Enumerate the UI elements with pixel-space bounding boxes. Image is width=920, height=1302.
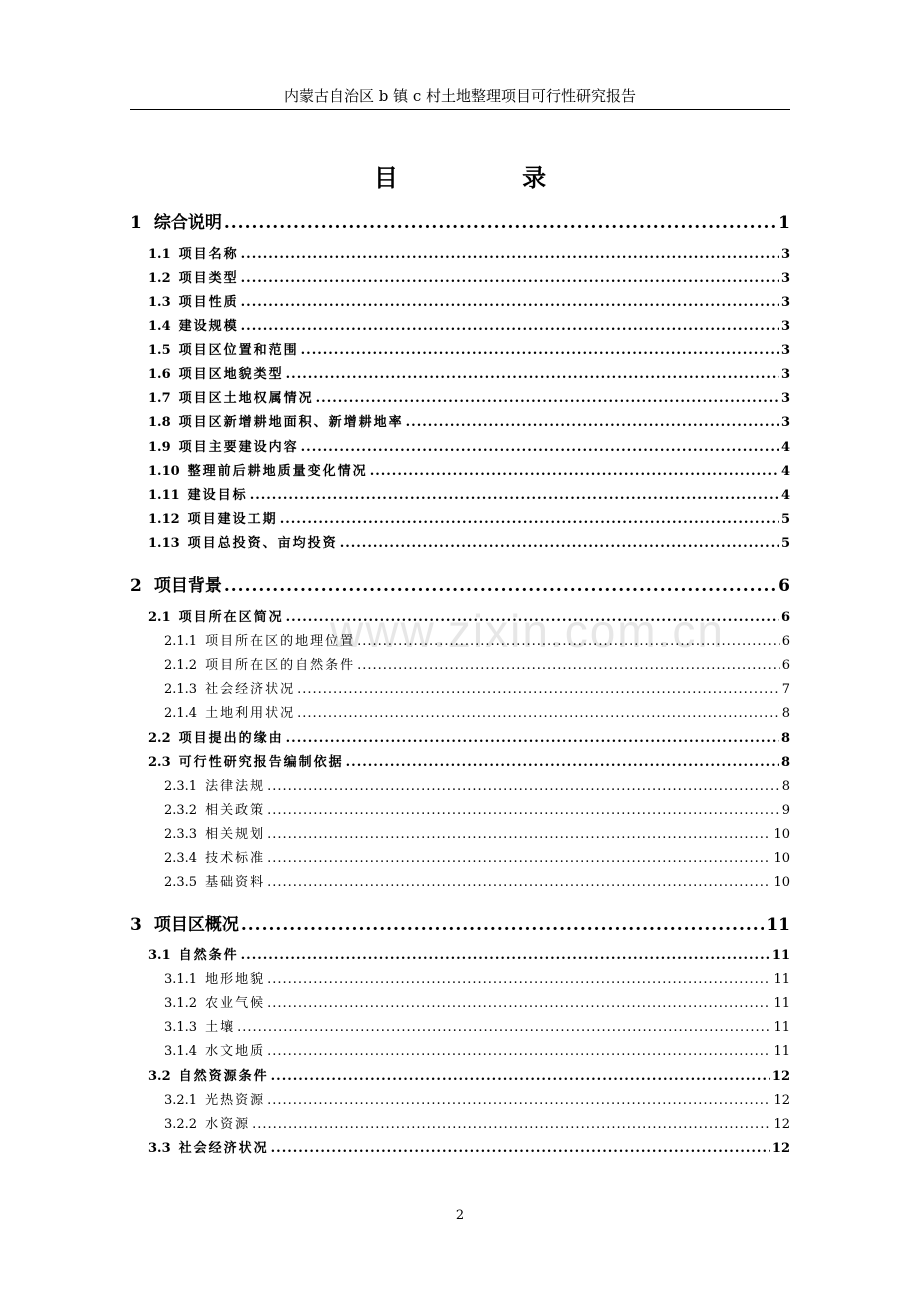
toc-entry-page: 11 [773,972,790,987]
toc-leader-dots [370,464,779,479]
toc-entry-label: 项目总投资、亩均投资 [187,536,338,551]
toc-entry[interactable] [148,508,790,527]
toc-entry-label: 项目主要建设内容 [178,440,299,455]
toc-leader-dots [250,488,779,503]
toc-entry-page: 8 [781,706,790,721]
toc-entry-page: 3 [780,319,790,334]
toc-entry-number: 2.3.5 [164,875,198,890]
toc-entry[interactable] [164,702,790,721]
toc-entry-page: 6 [778,576,790,596]
toc-entry-number: 3.1.3 [164,1020,198,1035]
toc-entry[interactable] [148,363,790,382]
toc-entry-label: 项目性质 [178,295,239,310]
toc-leader-dots [267,996,771,1011]
toc-entry-page: 11 [771,948,790,963]
toc-entry-number: 2.3.4 [164,851,198,866]
toc-entry-number: 1.2 [148,271,171,286]
toc-entry-label: 建设目标 [187,488,248,503]
toc-entry-number: 1.9 [148,440,171,455]
toc-entry-label: 相关政策 [205,803,266,818]
toc-entry-label: 项目区地貌类型 [178,367,284,382]
toc-entry-page: 3 [780,391,790,406]
toc-entry-label: 项目提出的缘由 [178,731,284,746]
toc-entry-number: 1.8 [148,415,171,430]
toc-entry-label: 法律法规 [205,779,266,794]
toc-entry-label: 水资源 [205,1117,251,1132]
toc-entry-label: 地形地貌 [205,972,266,987]
toc-entry[interactable] [148,315,790,334]
toc-entry-label: 项目名称 [178,247,239,262]
toc-entry[interactable] [164,847,790,866]
toc-leader-dots [252,1117,771,1132]
toc-entry-number: 2.1.2 [164,658,198,673]
toc-entry-page: 3 [780,343,790,358]
toc-entry-page: 3 [780,295,790,310]
toc-entry[interactable] [148,1065,790,1084]
toc-entry-label: 基础资料 [205,875,266,890]
toc-leader-dots [271,1069,770,1084]
toc-entry-label: 水文地质 [205,1044,266,1059]
toc-entry-number: 1.5 [148,343,171,358]
toc-entry-page: 11 [773,1020,790,1035]
toc-entry-label: 整理前后耕地质量变化情况 [187,464,368,479]
toc-leader-dots [224,576,776,596]
toc-entry[interactable] [148,267,790,286]
toc-leader-dots [267,1044,771,1059]
toc-entry[interactable] [148,484,790,503]
toc-entry-page: 12 [771,1141,790,1156]
toc-entry-label: 项目类型 [178,271,239,286]
toc-leader-dots [357,634,780,649]
toc-entry-page: 4 [780,440,790,455]
toc-entry-page: 4 [780,488,790,503]
toc-leader-dots [267,1093,771,1108]
toc-entry-page: 3 [780,271,790,286]
toc-entry[interactable] [148,727,790,746]
toc-entry-page: 9 [781,803,790,818]
toc-entry-number: 2.1.4 [164,706,198,721]
toc-entry-number: 3.2 [148,1069,171,1084]
toc-entry-page: 10 [773,851,790,866]
toc-leader-dots [267,779,780,794]
toc-leader-dots [280,512,779,527]
toc-entry-label: 社会经济状况 [178,1141,269,1156]
toc-leader-dots [241,271,779,286]
toc-entry-page: 3 [780,247,790,262]
toc-entry[interactable] [164,775,790,794]
toc-entry-page: 12 [773,1093,790,1108]
toc-entry[interactable] [164,1089,790,1108]
toc-entry-number: 1.1 [148,247,171,262]
toc-entry[interactable] [148,291,790,310]
toc-entry[interactable] [148,387,790,406]
toc-entry-label: 光热资源 [205,1093,266,1108]
toc-entry-page: 5 [780,512,790,527]
toc-leader-dots [241,948,770,963]
toc-title: 目 录 [373,163,605,192]
toc-leader-dots [301,440,779,455]
toc-entry-label: 土壤 [205,1020,236,1035]
toc-leader-dots [340,536,779,551]
toc-entry-label: 可行性研究报告编制依据 [178,755,344,770]
toc-entry-number: 1.4 [148,319,171,334]
toc-leader-dots [271,1141,770,1156]
toc-entry-number: 1 [130,213,142,233]
toc-entry-page: 6 [780,610,790,625]
toc-entry[interactable] [148,243,790,262]
toc-entry[interactable] [164,1016,790,1035]
page-header: 内蒙古自治区 b 镇 c 村土地整理项目可行性研究报告 [283,87,637,105]
toc-leader-dots [297,682,780,697]
toc-leader-dots [224,213,776,233]
toc-entry-label: 土地利用状况 [205,706,296,721]
toc-entry-number: 2.1 [148,610,171,625]
toc-leader-dots [241,247,779,262]
toc-entry[interactable] [148,532,790,551]
toc-entry-number: 3.1.1 [164,972,198,987]
toc-entry[interactable] [148,411,790,430]
toc-leader-dots [267,827,771,842]
toc-entry[interactable] [130,910,790,935]
toc-entry-page: 11 [773,1044,790,1059]
toc-leader-dots [241,295,779,310]
toc-entry-page: 12 [771,1069,790,1084]
toc-entry[interactable] [148,606,790,625]
toc-entry-label: 综合说明 [153,213,222,233]
toc-entry-page: 10 [773,827,790,842]
toc-entry-number: 2.3.1 [164,779,198,794]
toc-leader-dots [297,706,780,721]
toc-leader-dots [286,731,779,746]
toc-entry-page: 11 [773,996,790,1011]
toc-leader-dots [286,610,779,625]
toc-leader-dots [316,391,779,406]
toc-leader-dots [346,755,779,770]
toc-entry[interactable] [148,944,790,963]
page-number: 2 [455,1208,465,1223]
toc-entry-page: 12 [773,1117,790,1132]
toc-entry-number: 2.3.3 [164,827,198,842]
toc-entry-label: 项目所在区简况 [178,610,284,625]
toc-entry-number: 3 [130,915,142,935]
toc-entry-label: 农业气候 [205,996,266,1011]
toc-leader-dots [241,915,764,935]
toc-entry[interactable] [164,992,790,1011]
toc-leader-dots [267,875,771,890]
toc-entry-page: 8 [780,755,790,770]
toc-entry-page: 8 [781,779,790,794]
header-rule [130,109,790,110]
toc-entry[interactable] [148,751,790,770]
toc-leader-dots [357,658,780,673]
toc-entry[interactable] [148,460,790,479]
toc-entry-page: 3 [780,415,790,430]
toc-entry-number: 3.1 [148,948,171,963]
toc-entry-number: 1.13 [148,536,180,551]
toc-entry-number: 3.1.2 [164,996,198,1011]
toc-entry[interactable] [164,678,790,697]
toc-entry-page: 4 [780,464,790,479]
toc-entry[interactable] [164,1113,790,1132]
toc-entry[interactable] [164,630,790,649]
toc-entry-label: 项目所在区的地理位置 [205,634,356,649]
toc-entry-label: 自然资源条件 [178,1069,269,1084]
toc-entry-number: 3.1.4 [164,1044,198,1059]
toc-entry-label: 建设规模 [178,319,239,334]
toc-entry-page: 8 [780,731,790,746]
toc-entry[interactable] [164,871,790,890]
toc-entry[interactable] [164,1040,790,1059]
toc-leader-dots [267,851,771,866]
toc-entry-number: 2.1.3 [164,682,198,697]
toc-leader-dots [241,319,779,334]
toc-entry-page: 7 [781,682,790,697]
toc-entry-page: 5 [780,536,790,551]
toc-entry-page: 3 [780,367,790,382]
toc-leader-dots [406,415,779,430]
toc-entry-number: 1.3 [148,295,171,310]
toc-entry[interactable] [164,968,790,987]
toc-entry-number: 1.10 [148,464,180,479]
toc-entry-number: 2.1.1 [164,634,198,649]
toc-entry-number: 1.6 [148,367,171,382]
toc-entry-number: 2 [130,576,142,596]
toc-leader-dots [286,367,779,382]
toc-entry[interactable] [164,654,790,673]
toc-entry-label: 项目区新增耕地面积、新增耕地率 [178,415,404,430]
toc-entry-label: 项目建设工期 [187,512,278,527]
toc-entry-number: 1.11 [148,488,180,503]
toc-leader-dots [267,972,771,987]
toc-entry[interactable] [148,1137,790,1156]
toc-entry-number: 3.2.2 [164,1117,198,1132]
toc-entry[interactable] [148,436,790,455]
toc-entry-page: 11 [766,915,790,935]
toc-entry-page: 10 [773,875,790,890]
toc-entry-number: 2.3.2 [164,803,198,818]
toc-entry-page: 6 [781,634,790,649]
toc-entry[interactable] [164,823,790,842]
toc-entry-page: 1 [778,213,790,233]
toc-entry-number: 1.7 [148,391,171,406]
toc-entry[interactable] [164,799,790,818]
toc-entry-label: 项目背景 [153,576,222,596]
toc-entry-label: 自然条件 [178,948,239,963]
toc-leader-dots [237,1020,771,1035]
toc-entry-label: 技术标准 [205,851,266,866]
toc-entry-number: 2.2 [148,731,171,746]
toc-entry[interactable] [130,571,790,596]
toc-leader-dots [301,343,779,358]
toc-entry-label: 项目区概况 [153,915,239,935]
toc-entry-label: 项目区土地权属情况 [178,391,314,406]
toc-entry-label: 社会经济状况 [205,682,296,697]
toc-entry-page: 6 [781,658,790,673]
toc-leader-dots [267,803,780,818]
toc-entry-number: 1.12 [148,512,180,527]
toc-entry-number: 2.3 [148,755,171,770]
toc-entry[interactable] [148,339,790,358]
toc-entry-label: 相关规划 [205,827,266,842]
toc-entry[interactable] [130,208,790,233]
watermark: www.zixin.com.cn [330,605,725,657]
toc-entry-label: 项目区位置和范围 [178,343,299,358]
toc-entry-number: 3.3 [148,1141,171,1156]
toc-entry-label: 项目所在区的自然条件 [205,658,356,673]
toc-entry-number: 3.2.1 [164,1093,198,1108]
